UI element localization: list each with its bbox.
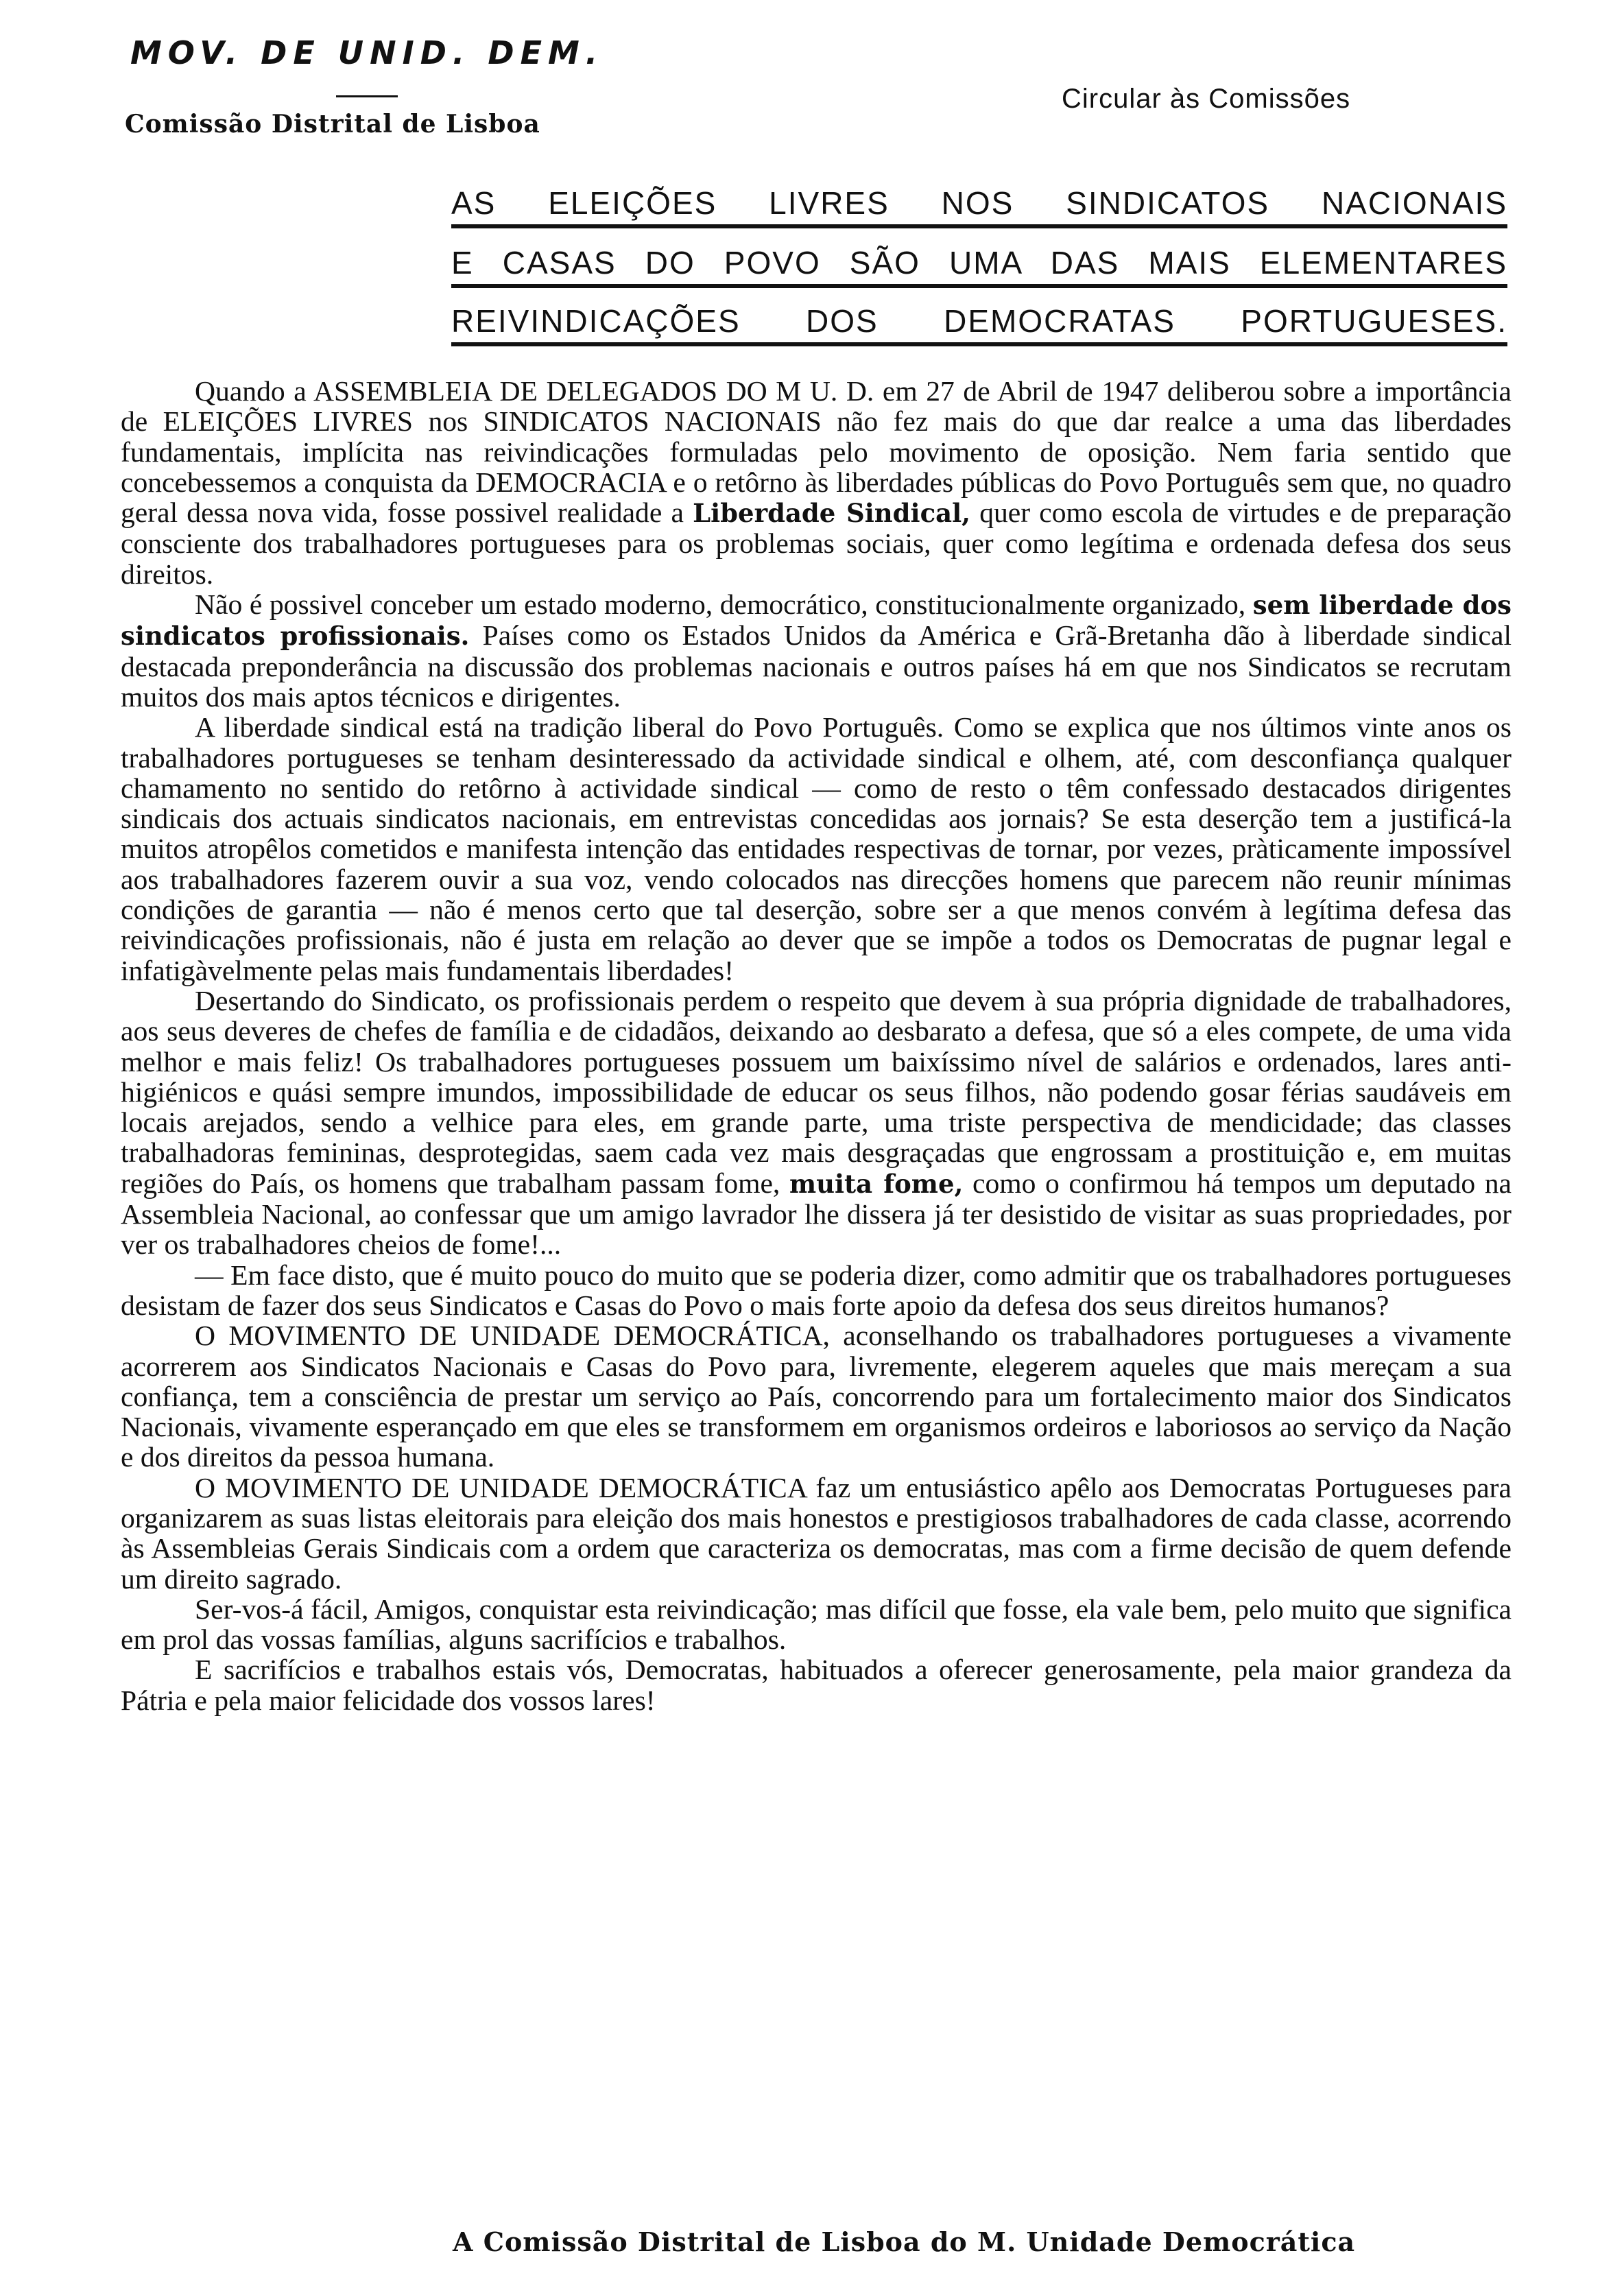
paragraph-8 bbox=[121, 1594, 1512, 1655]
paragraph-7 bbox=[121, 1473, 1512, 1594]
signature: A Comissão Distrital de Lisboa do M. Unidade Democrática bbox=[453, 2226, 1356, 2257]
paragraph-text: O MOVIMENTO DE UNIDADE DEMOCRÁTICA faz um entusiástico apêlo aos Democratas Portugueses para organizarem as suas listas eleitorais para eleição dos mais honestos e prestigiosos trabalhadores de cada classe, acorrendo às Assembleias Gerais Sindicais com a ordem que caracteriza os democratas, mas com a firme decisão de quem defende um direito sagrado. bbox=[121, 1471, 1512, 1595]
committee-name: Comissão Distrital de Lisboa bbox=[125, 110, 540, 139]
paragraph-2 bbox=[121, 589, 1512, 712]
paragraph-text: Desertando do Sindicato, os profissionais perdem o respeito que devem à sua própria dignidade de trabalhadores, aos seus deveres de chefes de família e de cidadãos, deixando ao desbarato a defesa, que só a eles compete, de uma vida melhor e mais feliz! Os trabalhadores portugueses possuem um baixíssimo nível de salários e ordenados, lares anti-higiénicos e quási sempre imundos, impossibilidade de educar os seus filhos, não podendo gosar férias saudáveis em locais arejados, sendo a velhice para eles, em grande parte, uma triste perspectiva de mendicidade; das classes trabalhadoras femininas, desprotegidas, saem cada vez mais desgraçadas que engrossam a prostituição e, em muitas regiões do País, os homens que trabalham passam fome, bbox=[121, 984, 1512, 1199]
organization-title: MOV. DE UNID. DEM. bbox=[130, 34, 604, 71]
paragraph-text: O MOVIMENTO DE UNIDADE DEMOCRÁTICA, aconselhando os trabalhadores portugueses a vivamente acorrerem aos Sindicatos Nacionais e Casas do Povo para, livremente, elegerem aqueles que mais mereçam a sua confiança, tem a consciência de prestar um serviço ao País, concorrendo para um fortalecimento maior dos Sindicatos Nacionais, vivamente esperançado em que eles se transformem em organismos ordeiros e laboriosos ao serviço da Nação e dos direitos da pessoa humana. bbox=[121, 1320, 1512, 1473]
paragraph-text: Quando a ASSEMBLEIA DE DELEGADOS DO M U. D. em 27 de Abril de 1947 deliberou sobre a importância de ELEIÇÕES LIVRES nos SINDICATOS NACIONAIS não fez mais do que dar realce a uma das liberdades fundamentais, implícita nas reivindicações formuladas pelo movimento de oposição. Nem faria sentido que concebessemos a conquista da DEMOCRACIA e o retôrno às liberdades públicas do Povo Português sem que, no quadro geral dessa nova vida, fosse possivel realidade a bbox=[121, 375, 1512, 529]
paragraph-3 bbox=[121, 712, 1512, 986]
paragraph-9 bbox=[121, 1654, 1512, 1715]
paragraph-text: A liberdade sindical está na tradição liberal do Povo Português. Como se explica que nos últimos vinte anos os trabalhadores portugueses se tenham desinteressado da actividade sindical e olhem, até, com desconfiança qualquer chamamento no sentido do retôrno à actividade sindical — como de resto o têm confessado destacados dirigentes sindicais dos actuais sindicatos nacionais, em entrevistas concedidas aos jornais? Se esta deserção tem a justificá-la muitos atropêlos cometidos e manifesta intenção das entidades respectivas de tornar, por vezes, pràticamente impossível aos trabalhadores fazerem ouvir a sua voz, vendo colocados nas direcções homens que parecem não reunir mínimas condições de garantia — não é menos certo que tal deserção, sobre ser a que menos convém à legítima defesa das reivindicações profissionais, não é justa em relação ao dever que se impõe a todos os Democratas de pugnar legal e infatigàvelmente pelas mais fundamentais liberdades! bbox=[121, 711, 1512, 986]
paragraph-text: Países como os Estados Unidos da América e Grã-Bretanha dão à liberdade sindical destacada preponderância na discussão dos problemas nacionais e outros países há em que nos Sindicatos se recrutam muitos dos mais aptos técnicos e dirigentes. bbox=[121, 619, 1512, 713]
paragraph-1 bbox=[121, 376, 1512, 589]
paragraph-6 bbox=[121, 1320, 1512, 1472]
paragraph-text: Não é possivel conceber um estado moderno, democrático, constitucionalmente organizado, bbox=[195, 588, 1253, 621]
paragraph-text: E sacrifícios e trabalhos estais vós, Democratas, habituados a oferecer generosamente, pela maior grandeza da Pátria e pela maior felicidade dos vossos lares! bbox=[121, 1654, 1512, 1716]
headline-line-3: REIVINDICAÇÕES DOS DEMOCRATAS PORTUGUESES. bbox=[451, 300, 1507, 346]
paragraph-text: como o confirmou há tempos um deputado na Assembleia Nacional, ao confessar que um amigo lavrador lhe dissera já ter desistido de visitar as suas propriedades, por ver os trabalhadores cheios de fome!... bbox=[121, 1167, 1512, 1261]
paragraph-text: Ser-vos-á fácil, Amigos, conquistar esta reivindicação; mas difícil que fosse, ela vale bem, pelo muito que significa em prol das vossas famílias, alguns sacrifícios e trabalhos. bbox=[121, 1593, 1512, 1656]
paragraph-5 bbox=[121, 1260, 1512, 1321]
headline-line-1: AS ELEIÇÕES LIVRES NOS SINDICATOS NACIONAIS bbox=[451, 182, 1507, 228]
paragraph-text: — Em face disto, que é muito pouco do muito que se poderia dizer, como admitir que os trabalhadores portugueses desistam de fazer dos seus Sindicatos e Casas do Povo o mais forte apoio da defesa dos seus direitos humanos? bbox=[121, 1259, 1512, 1321]
headline-line-2: E CASAS DO POVO SÃO UMA DAS MAIS ELEMENTARES bbox=[451, 241, 1507, 288]
paragraph-text: quer como escola de virtudes e de preparação consciente dos trabalhadores portugueses para os problemas sociais, quer como legítima e ordenada defesa dos seus direitos. bbox=[121, 497, 1512, 590]
circular-label: Circular às Comissões bbox=[1062, 84, 1351, 114]
paragraph-emphasis: muita fome, bbox=[789, 1168, 964, 1199]
body-text bbox=[121, 376, 1512, 1715]
paragraph-emphasis: sem liberdade dos sindicatos profissionais. bbox=[121, 590, 1512, 652]
paragraph-4 bbox=[121, 986, 1512, 1260]
paragraph-emphasis: Liberdade Sindical, bbox=[693, 498, 971, 529]
title-underline bbox=[336, 95, 398, 97]
